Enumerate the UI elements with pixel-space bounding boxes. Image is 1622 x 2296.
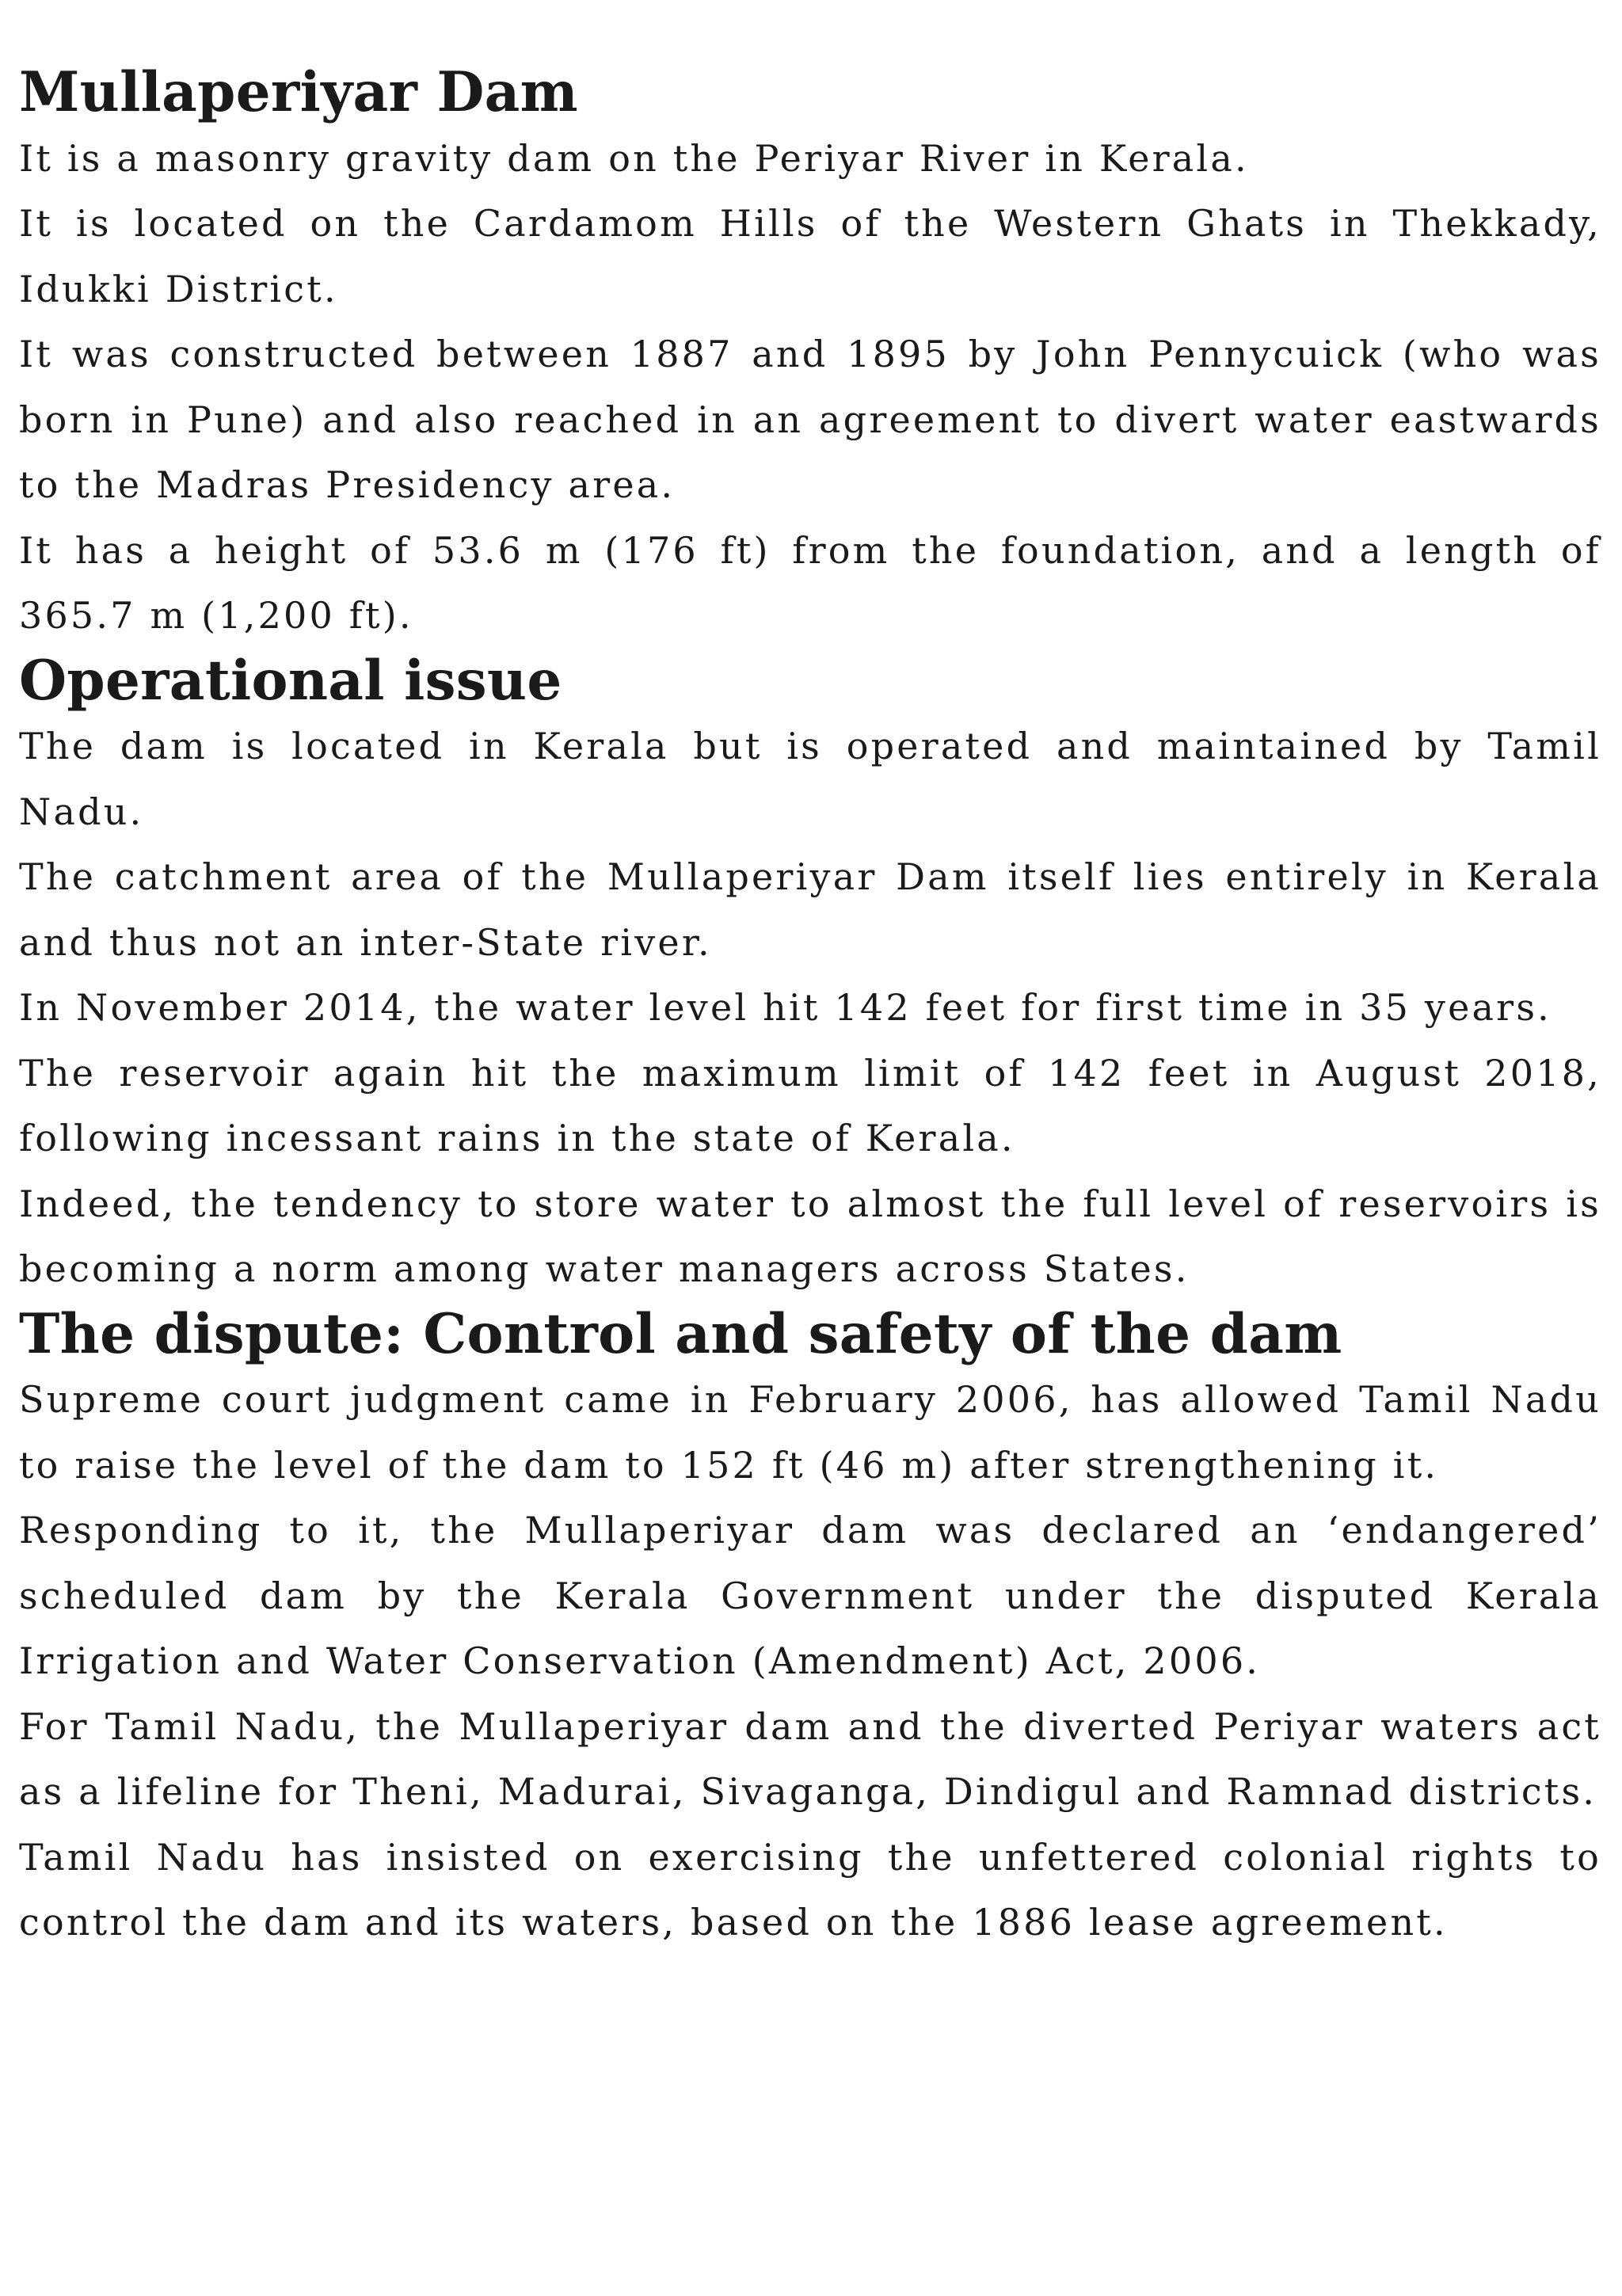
paragraph: It was constructed between 1887 and 1895 by John Pennycuick (who was born in Pune) and also reached in an agreement to divert water eastwards to the Madras Presidency area.: [19, 333, 1601, 506]
document-page: [19, 60, 1601, 1955]
section-heading-mullaperiyar-dam: Mullaperiyar Dam: [19, 60, 578, 124]
paragraph: Indeed, the tendency to store water to almost the full level of reservoirs is becoming a norm among water managers across States.: [19, 1182, 1601, 1290]
paragraph: It has a height of 53.6 m (176 ft) from the foundation, and a length of 365.7 m (1,200 ft).: [19, 528, 1601, 637]
paragraph: The catchment area of the Mullaperiyar Dam itself lies entirely in Kerala and thus not an inter-State river.: [19, 855, 1601, 964]
paragraph: It is located on the Cardamom Hills of the Western Ghats in Thekkady, Idukki District.: [19, 202, 1601, 310]
section-heading-the-dispute: The dispute: Control and safety of the dam: [19, 1301, 1342, 1366]
paragraph: The reservoir again hit the maximum limit of 142 feet in August 2018, following incessant rains in the state of Kerala.: [19, 1051, 1601, 1159]
paragraph: Supreme court judgment came in February 2006, has allowed Tamil Nadu to raise the level of the dam to 152 ft (46 m) after strengthening it.: [19, 1378, 1601, 1487]
paragraph: In November 2014, the water level hit 142 feet for first time in 35 years.: [19, 986, 1552, 1029]
paragraph: It is a masonry gravity dam on the Periyar River in Kerala.: [19, 136, 1249, 180]
paragraph: The dam is located in Kerala but is operated and maintained by Tamil Nadu.: [19, 725, 1601, 833]
paragraph: Tamil Nadu has insisted on exercising the unfettered colonial rights to control the dam and its waters, based on the 1886 lease agreement.: [19, 1835, 1601, 1944]
paragraph: For Tamil Nadu, the Mullaperiyar dam and the diverted Periyar waters act as a lifeline for Theni, Madurai, Sivaganga, Dindigul and Ramnad districts.: [19, 1704, 1601, 1813]
paragraph: Responding to it, the Mullaperiyar dam was declared an ‘endangered’ scheduled dam by the Kerala Government under the disputed Kerala Irrigation and Water Conservation (Amendment) Act, 2006.: [19, 1509, 1601, 1682]
section-heading-operational-issue: Operational issue: [19, 648, 562, 713]
